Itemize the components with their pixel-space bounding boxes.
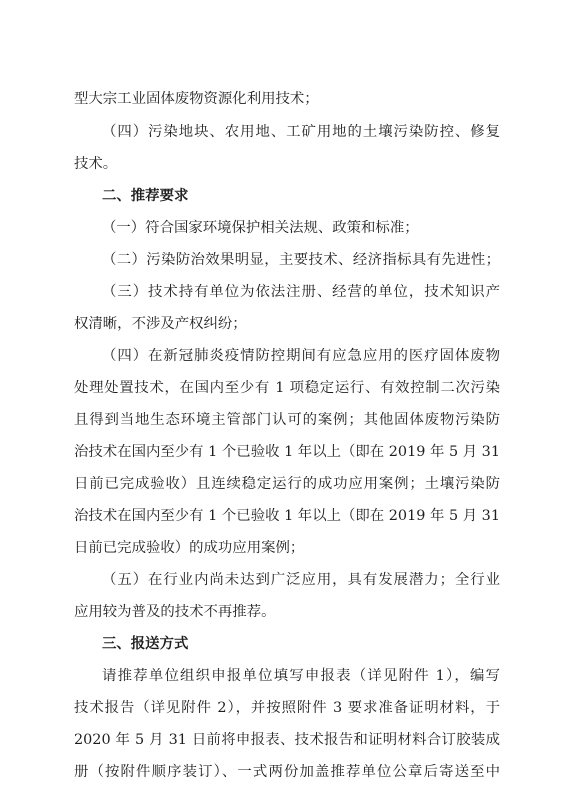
body-text-line: （四）在新冠肺炎疫情防控期间有应急应用的医疗固体废物 xyxy=(102,348,500,364)
body-text-line: 应用较为普及的技术不再推荐。 xyxy=(74,604,276,620)
body-text-line: 治技术在国内至少有 1 个已验收 1 年以上（即在 2019 年 5 月 31 xyxy=(74,444,500,460)
body-text-line: （一）符合国家环境保护相关法规、政策和标准； xyxy=(102,220,419,236)
section-heading: 三、报送方式 xyxy=(102,636,189,652)
body-text-line: （五）在行业内尚未达到广泛应用，具有发展潜力；全行业 xyxy=(102,572,500,588)
body-text-line: 技术。 xyxy=(74,156,118,172)
section-heading: 二、推荐要求 xyxy=(102,188,189,204)
body-text-line: （二）污染防治效果明显，主要技术、经济指标具有先进性； xyxy=(102,252,500,268)
body-text-line: 处理处置技术，在国内至少有 1 项稳定运行、有效控制二次污染 xyxy=(74,380,500,396)
body-text-line: （三）技术持有单位为依法注册、经营的单位，技术知识产 xyxy=(102,284,500,300)
body-text-line: 日前已完成验收）的成功应用案例； xyxy=(74,540,305,556)
body-text-line: （四）污染地块、农用地、工矿用地的土壤污染防控、修复 xyxy=(102,124,500,140)
body-text-line: 技术报告（详见附件 2），并按照附件 3 要求准备证明材料，于 xyxy=(74,700,500,716)
body-text-line: 日前已完成验收）且连续稳定运行的成功应用案例；土壤污染防 xyxy=(74,476,500,492)
body-text-line: 型大宗工业固体废物资源化利用技术； xyxy=(74,91,319,107)
body-text-line: 请推荐单位组织申报单位填写申报表（详见附件 1），编写 xyxy=(102,668,500,684)
body-text-line: 且得到当地生态环境主管部门认可的案例；其他固体废物污染防 xyxy=(74,412,500,428)
body-text-line: 2020 年 5 月 31 日前将申报表、技术报告和证明材料合订胶装成 xyxy=(74,732,500,748)
body-text-line: 治技术在国内至少有 1 个已验收 1 年以上（即在 2019 年 5 月 31 xyxy=(74,508,500,524)
body-text-line: 权清晰，不涉及产权纠纷； xyxy=(74,316,247,332)
body-text-line: 册（按附件顺序装订）、一式两份加盖推荐单位公章后寄送至中 xyxy=(74,764,500,780)
